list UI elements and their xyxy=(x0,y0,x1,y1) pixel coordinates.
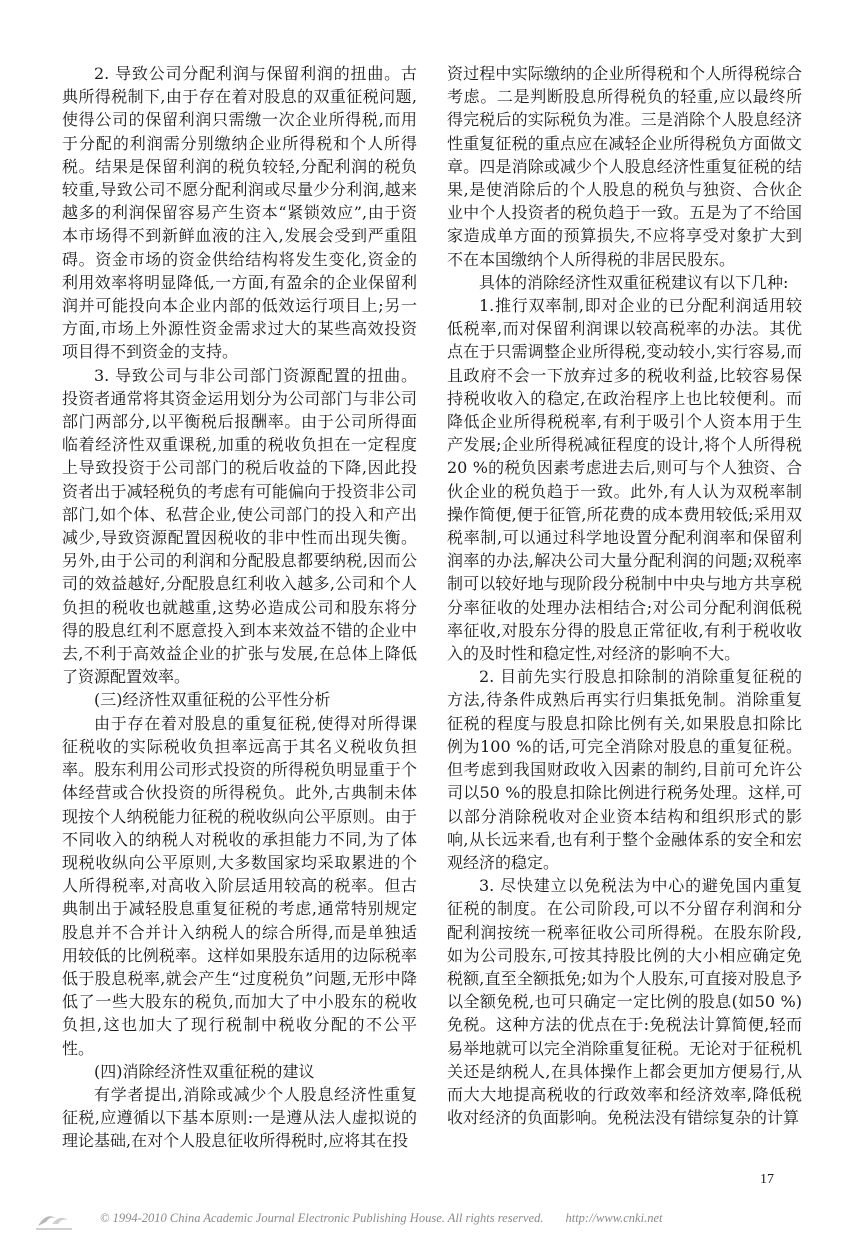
page-number: 17 xyxy=(760,1172,774,1187)
paragraph: 具体的消除经济性双重征税建议有以下几种: xyxy=(479,272,789,292)
paragraph: 有学者提出,消除或减少个人股息经济性重复征税,应遵循以下基本原则:一是遵从法人虚拟说的理论基础,在对个人股息征收所得税时,应将其在投 xyxy=(62,1084,417,1151)
footer-text xyxy=(100,1211,662,1226)
paragraph: 2. 目前先实行股息扣除制的消除重复征税的方法,待条件成熟后再实行归集抵免制。消除重复征税的程度与股息扣除比例有关,如果股息扣除比例为100 %的话,可完全消除对股息的重复征税。但考虑到我国财政收入因素的制约,目前可允许公司以50 %的股息扣除比例进行税务处理。这样,可以部分消除税收对企业资本结构和组织形式的影响,从长远来看,也有利于整个金融体系的安全和宏观经济的稳定。 xyxy=(447,667,802,872)
section-heading: (三)经济性双重征税的公平性分析 xyxy=(94,690,331,710)
copyright-text: © 1994-2010 China Academic Journal Electronic Publishing House. All rights reserved. xyxy=(100,1211,544,1225)
paragraph: 3. 尽快建立以免税法为中心的避免国内重复征税的制度。在公司阶段,可以不分留存利润和分配利润按统一税率征收公司所得税。在股东阶段,如为公司股东,可按其持股比例的大小相应确定免税额,直至全额抵免;如为个人股东,可直接对股息予以全额免税,也可只确定一定比例的股息(如50 %)免税。这种方法的优点在于:免税法计算简便,轻而易举地就可以完全消除重复征税。无论对于征税机关还是纳税人,在具体操作上都会更加方便易行,从而大大地提高税收的行政效率和经济效率,降低税收对经济的负面影响。免税法没有错综复杂的计算 xyxy=(447,876,802,1128)
paragraph: 2. 导致公司分配利润与保留利润的扭曲。古典所得税制下,由于存在着对股息的双重征税问题,使得公司的保留利润只需缴一次企业所得税,而用于分配的利润需分别缴纳企业所得税和个人所得税。结果是保留利润的税负较轻,分配利润的税负较重,导致公司不愿分配利润或尽量少分利润,越来越多的利润保留容易产生资本“紧锁效应”,由于资本市场得不到新鲜血液的注入,发展会受到严重阻碍。资金市场的资金供给结构将发生变化,资金的利用效率将明显降低,一方面,有盈余的企业保留利润并可能投向本企业内部的低效运行项目上;另一方面,市场上外源性资金需求过大的某些高效投资项目得不到资金的支持。 xyxy=(62,64,417,362)
paragraph: 3. 导致公司与非公司部门资源配置的扭曲。投资者通常将其资金运用划分为公司部门与非公司部门两部分,以平衡税后报酬率。由于公司所得面临着经济性双重课税,加重的税收负担在一定程度上导致投资于公司部门的税后收益的下降,因此投资者出于减轻税负的考虑有可能偏向于投资非公司部门,如个体、私营企业,使公司部门的投入和产出减少,导致资源配置因税收的非中性而出现失衡。另外,由于公司的利润和分配股息都要纳税,因而公司的效益越好,分配股息红利收入越多,公司和个人负担的税收也就越重,这势必造成公司和股东将分得的股息红利不愿意投入到本来效益不错的企业中去,不利于高效益企业的扩张与发展,在总体上降低了资源配置效率。 xyxy=(62,365,417,687)
footer xyxy=(0,1202,865,1236)
cnki-logo-icon xyxy=(32,1208,76,1232)
section-heading: (四)消除经济性双重征税的建议 xyxy=(94,1061,315,1081)
paragraph: 由于存在着对股息的重复征税,使得对所得课征税收的实际税收负担率远高于其名义税收负担率。股东利用公司形式投资的所得税负明显重于个体经营或合伙投资的所得税负。此外,古典制未体现按个人纳税能力征税的税收纵向公平原则。由于不同收入的纳税人对税收的承担能力不同,为了体现税收纵向公平原则,大多数国家均采取累进的个人所得税率,对高收入阶层适用较高的税率。但古典制出于减轻股息重复征税的考虑,通常特别规定股息并不合并计入纳税人的综合所得,而是单独适用较低的比例税率。这样如果股东适用的边际税率低于股息税率,就会产生“过度税负”问题,无形中降低了一些大股东的税负,而加大了中小股东的税收负担,这也加大了现行税制中税收分配的不公平性。 xyxy=(62,713,417,1058)
paragraph: 1.推行双率制,即对企业的已分配利润适用较低税率,而对保留利润课以较高税率的办法。其优点在于只需调整企业所得税,变动较小,实行容易,而且政府不会一下放弃过多的税收利益,比较容易保持税收收入的稳定,在政治程序上也比较便利。而降低企业所得税税率,有利于吸引个人资本用于生产发展;企业所得税减征程度的设计,将个人所得税20 %的税负因素考虑进去后,则可与个人独资、合伙企业的税负趋于一致。此外,有人认为双税率制操作简便,便于征管,所花费的成本费用较低;采用双税率制,可以通过科学地设置分配利润率和保留利润率的办法,解决公司大量分配利润的问题;双税率制可以较好地与现阶段分税制中中央与地方共享税分率征收的处理办法相结合;对公司分配利润低税率征收,对股东分得的股息正常征收,有利于税收收入的及时性和稳定性,对经济的影响不大。 xyxy=(447,296,802,664)
paragraph: 资过程中实际缴纳的企业所得税和个人所得税综合考虑。二是判断股息所得税负的轻重,应以最终所得完税后的实际税负为准。三是消除个人股息经济性重复征税的重点应在减轻企业所得税负方面做文章。四是消除或减少个人股息经济性重复征税的结果,是使消除后的个人股息的税负与独资、合伙企业中个人投资者的税负趋于一致。五是为了不给国家造成单方面的预算损失,不应将享受对象扩大到不在本国缴纳个人所得税的非居民股东。 xyxy=(447,64,802,269)
right-column xyxy=(447,62,802,1129)
footer-url-link[interactable]: http://www.cnki.net xyxy=(565,1211,663,1225)
left-column xyxy=(62,62,417,1153)
